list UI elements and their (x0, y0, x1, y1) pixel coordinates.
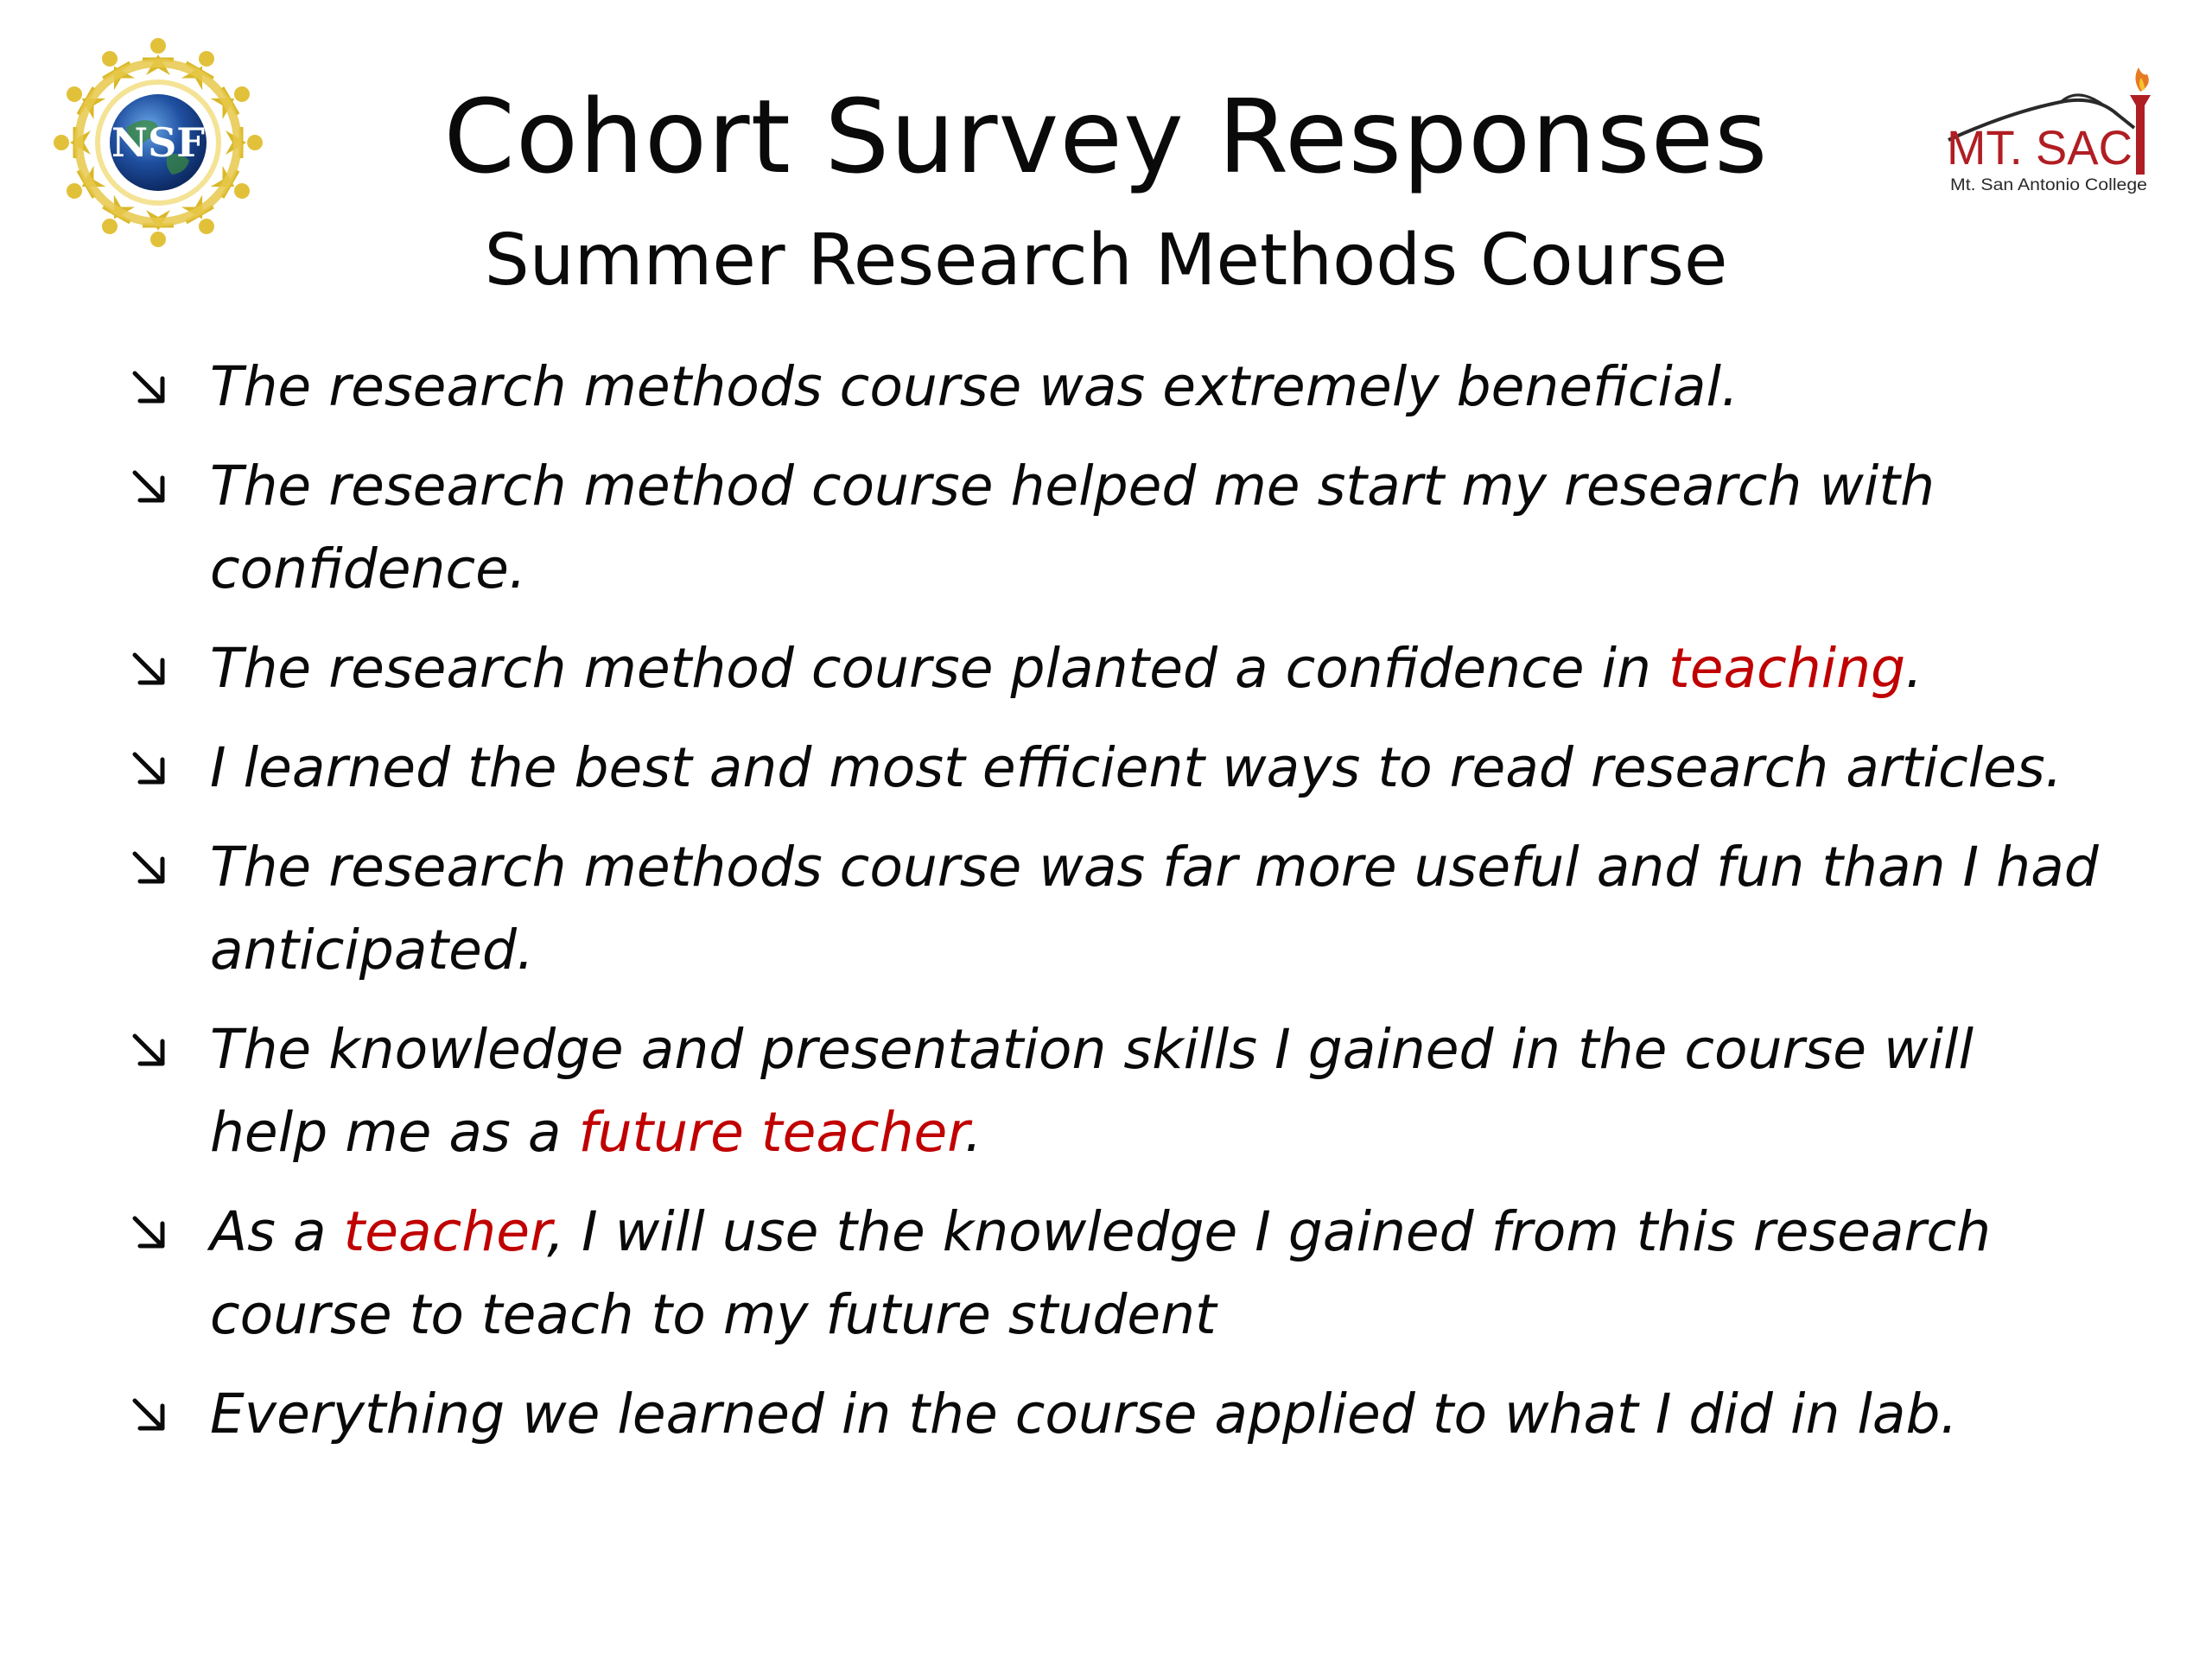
bullet-item (121, 727, 2108, 810)
arrow-down-right-icon (130, 1395, 169, 1435)
bullet-text: The research method course planted a confidence in (210, 637, 1669, 700)
slide-title: Cohort Survey Responses (443, 77, 1769, 196)
bullet-text: As a (210, 1200, 344, 1263)
arrow-down-right-icon (130, 467, 169, 507)
arrow-down-right-icon (130, 1213, 169, 1253)
highlighted-text: teacher (343, 1200, 548, 1263)
slide-subtitle: Summer Research Methods Course (484, 219, 1728, 302)
highlighted-text: future teacher (578, 1101, 965, 1164)
arrow-down-right-icon (130, 849, 169, 888)
bullet-item (121, 1373, 2108, 1456)
arrow-down-right-icon (130, 1031, 169, 1071)
bullet-text: The research methods course was far more useful and fun than I had anticipated. (210, 836, 2099, 982)
highlighted-text: teaching (1669, 637, 1906, 700)
bullet-item (121, 445, 2108, 611)
arrow-down-right-icon (130, 749, 169, 789)
bullet-item (121, 1008, 2108, 1174)
bullet-item (121, 627, 2108, 710)
arrow-down-right-icon (130, 368, 169, 408)
mtsac-logo-tagline: Mt. San Antonio College (1950, 176, 2147, 194)
nsf-logo-text: NSF (111, 119, 205, 166)
arrow-down-right-icon (130, 650, 169, 690)
mtsac-logo-name: MT. SAC (1947, 120, 2133, 175)
bullet-text: The knowledge and presentation skills I gained in the course will help me as a (210, 1018, 1974, 1164)
bullet-text: . (1905, 637, 1923, 700)
bullet-text: I learned the best and most efficient ways to read research articles. (210, 736, 2063, 799)
bullet-text: . (964, 1101, 982, 1164)
bullet-text: The research methods course was extremely beneficial. (210, 355, 1739, 418)
bullet-item (121, 1191, 2108, 1357)
bullet-text: , I will use the knowledge I gained from this research course to teach to my future student (210, 1200, 1992, 1346)
bullet-item (121, 826, 2108, 992)
bullet-text: The research method course helped me start my research with confidence. (210, 454, 1936, 601)
nsf-figure-ray (143, 38, 174, 75)
bullet-item (121, 346, 2108, 429)
bullet-text: Everything we learned in the course applied to what I did in lab. (210, 1382, 1958, 1446)
bullet-list (121, 346, 2108, 1472)
